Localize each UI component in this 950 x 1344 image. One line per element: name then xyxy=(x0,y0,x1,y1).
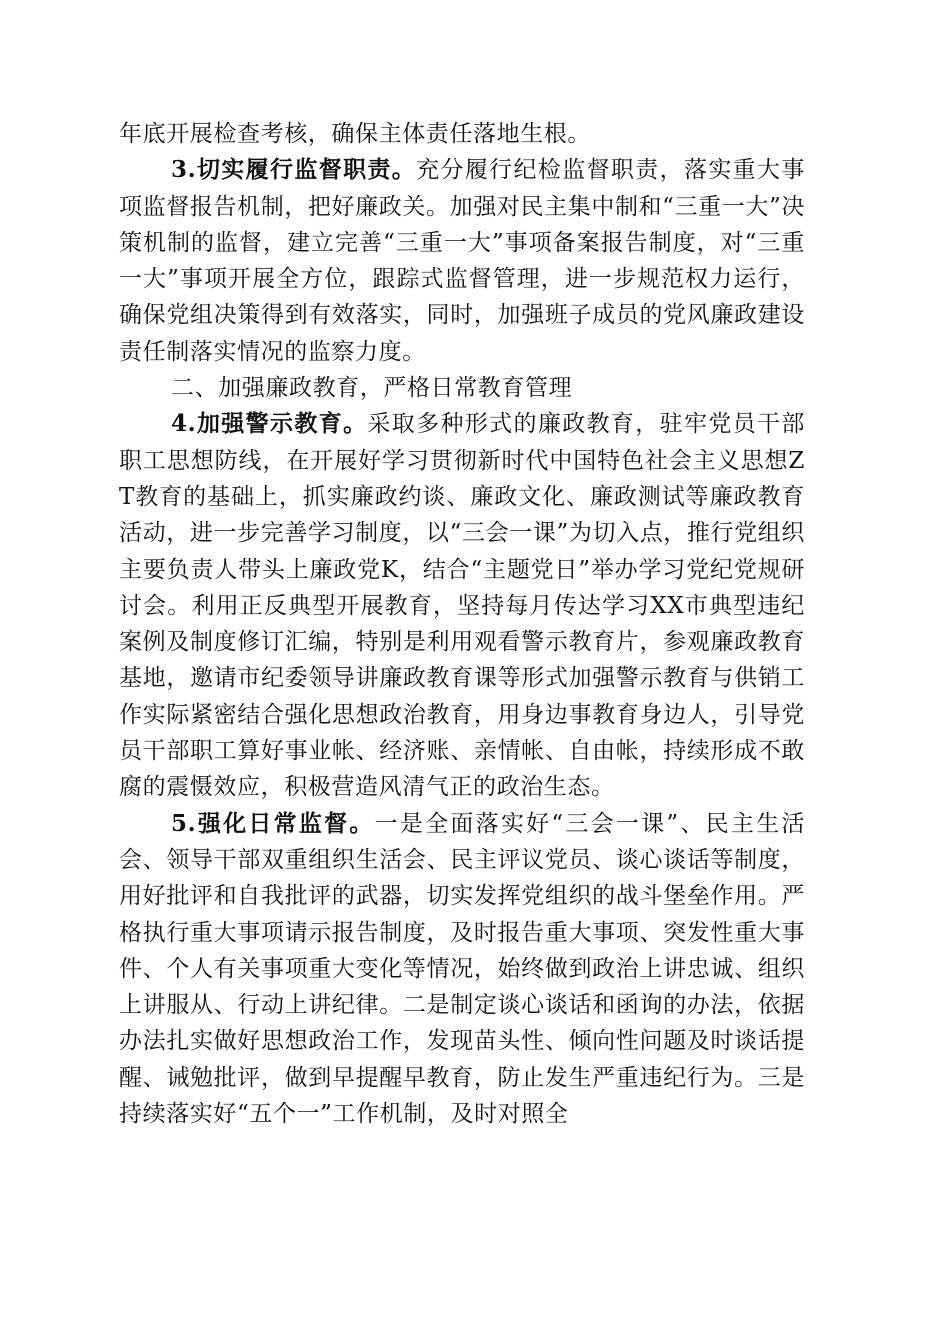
paragraph-4-text: 一是全面落实好“三会一课”、民主生活会、领导干部双重组织生活会、民主评议党员、谈心谈话等制度，用好批评和自我批评的武器，切实发挥党组织的战斗堡垒作用。严格执行重大事项请示报告制度，及时报告重大事项、突发性重大事件、个人有关事项重大变化等情况，始终做到政治上讲忠诚、组织上讲服从、行动上讲纪律。二是制定谈心谈话和函询的办法，依据办法扎实做好思想政治工作，发现苗头性、倾向性问题及时谈话提醒、诫勉批评，做到早提醒早教育，防止发生严重违纪行为。三是持续落实好“五个一”工作机制，及时对照全 xyxy=(119,810,805,1128)
paragraph-2-lead: 3.切实履行监督职责。 xyxy=(171,156,417,184)
paragraph-4-lead: 5.强化日常监督。 xyxy=(171,809,375,837)
paragraph-3-text: 采取多种形式的廉政教育，驻牢党员干部职工思想防线，在开展好学习贯彻新时代中国特色社会主义思想ZT教育的基础上，抓实廉政约谈、廉政文化、廉政测试等廉政教育活动，进一步完善学习制度，以“三会一课”为切入点，推行党组织主要负责人带头上廉政党K，结合“主题党日”举办学习党纪党规研讨会。利用正反典型开展教育，坚持每月传达学习XX市典型违纪案例及制度修订汇编，特别是利用观看警示教育片，参观廉政教育基地，邀请市纪委领导讲廉政教育课等形式加强警示教育与供销工作实际紧密结合强化思想政治教育，用身边事教育身边人，引导党员干部职工算好事业帐、经济账、亲情帐、自由帐，持续形成不敢腐的震慑效应，积极营造风清气正的政治生态。 xyxy=(119,411,805,801)
paragraph-4 xyxy=(119,806,805,1133)
paragraph-3-lead: 4.加强警示教育。 xyxy=(171,410,368,438)
paragraph-1 xyxy=(119,116,805,152)
paragraph-2 xyxy=(119,152,805,370)
paragraph-3 xyxy=(119,406,805,805)
document-body xyxy=(119,116,805,1132)
paragraph-2-text: 充分履行纪检监督职责，落实重大事项监督报告机制，把好廉政关。加强对民主集中制和“三重一大”决策机制的监督，建立完善“三重一大”事项备案报告制度，对“三重一大”事项开展全方位，跟踪式监督管理，进一步规范权力运行，确保党组决策得到有效落实，同时，加强班子成员的党风廉政建设责任制落实情况的监察力度。 xyxy=(119,157,805,365)
section-heading-2: 二、加强廉政教育，严格日常教育管理 xyxy=(171,375,573,402)
paragraph-1-text: 年底开展检查考核，确保主体责任落地生根。 xyxy=(119,121,591,147)
